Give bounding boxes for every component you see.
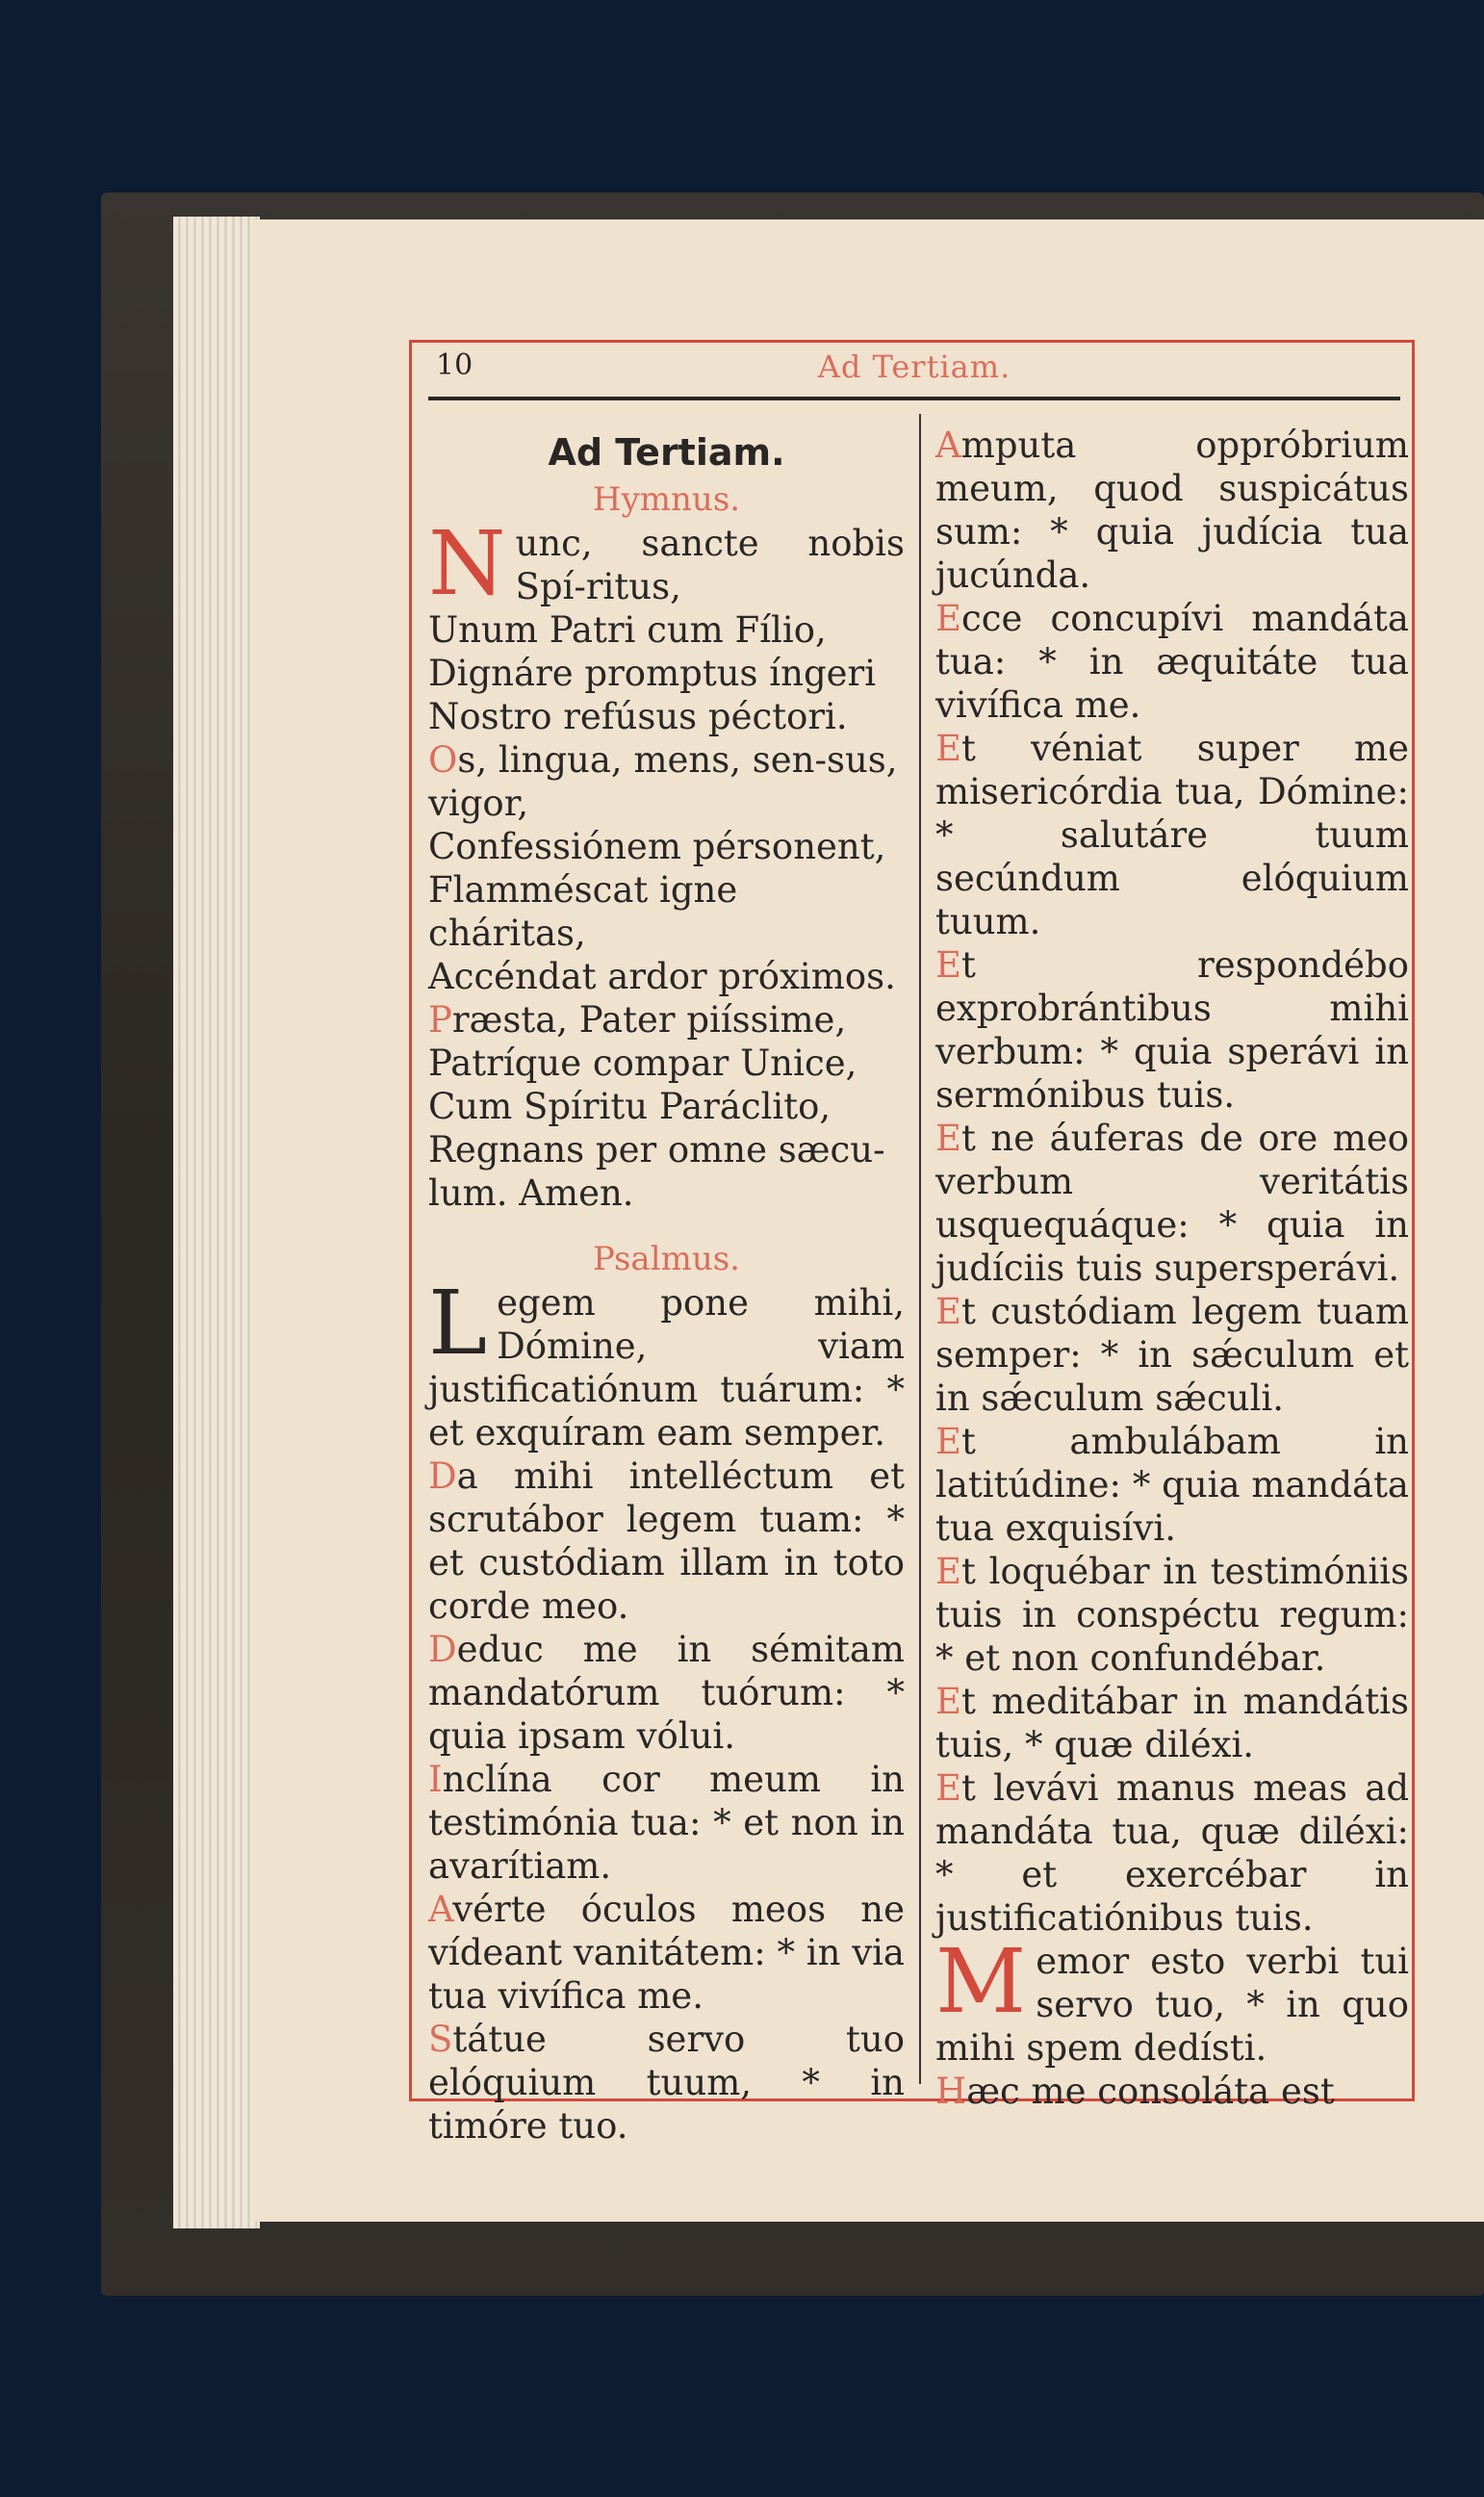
hymn-line: Flamméscat igne cháritas, <box>428 869 738 954</box>
initial: E <box>935 1767 962 1809</box>
initial: P <box>428 999 452 1041</box>
verse-text: nclína cor meum in testimónia tua: * et non in avarítiam. <box>428 1759 905 1887</box>
drop-cap: M <box>935 1930 1027 2033</box>
psalm-verse <box>428 1272 905 1454</box>
psalm-verse <box>935 943 1409 1117</box>
initial: D <box>428 1629 457 1670</box>
verse-text: cce concupívi mandáta tua: * in æquitáte tua vivífica me. <box>935 598 1409 726</box>
initial: S <box>428 2019 453 2060</box>
psalm-verse <box>935 727 1409 943</box>
initial: E <box>935 1551 962 1592</box>
hymn-stanza-1 <box>428 512 905 615</box>
verse-text: emor esto verbi tui servo tuo, * in quo mihi spem dedísti. <box>935 1941 1409 2069</box>
verse-text: tátue servo tuo elóquium tuum, * in timóre tuo. <box>428 2019 905 2147</box>
hymn-line: Dignáre promptus íngeri <box>428 653 877 694</box>
hymn-first-line: unc, sancte nobis Spí-ritus, <box>515 523 905 607</box>
psalm-verse <box>428 1888 905 2018</box>
psalm-verse <box>935 1117 1409 1290</box>
hymn-line: Confessiónem pérsonent, <box>428 826 886 867</box>
verse-text: vérte óculos meos ne vídeant vanitátem: * in via tua vivífica me. <box>428 1889 905 2017</box>
office-title: Ad Tertiam. <box>548 431 785 474</box>
psalm-verse <box>935 1766 1409 1940</box>
verse-text: a mihi intelléctum et scrutábor legem tuam: * et custódiam illam in toto corde meo. <box>428 1455 905 1627</box>
verse-text: egem pone mihi, Dómine, viam justificatiónum tuárum: * et exquíram eam semper. <box>428 1282 905 1454</box>
psalm-verse <box>428 1454 905 1628</box>
psalm-verse <box>428 2018 905 2148</box>
hymn-line: Patríque compar Unice, <box>428 1043 857 1084</box>
psalm-verse <box>428 1628 905 1758</box>
drop-cap: N <box>428 512 506 615</box>
initial: E <box>935 944 962 986</box>
left-column <box>428 424 905 2148</box>
verse-text: t levávi manus meas ad mandáta tua, quæ diléxi: * et exercébar in justificatiónibus tuis. <box>935 1767 1409 1939</box>
psalm-verse <box>935 1420 1409 1550</box>
hymn-stanza-2 <box>428 738 905 825</box>
psalm-heading: Psalmus. <box>593 1240 740 1278</box>
verse-text: t custódiam legem tuam semper: * in sǽculum et in sǽculum sǽculi. <box>935 1291 1409 1419</box>
verse-text: t respondébo exprobrántibus mihi verbum: * quia sperávi in sermónibus tuis. <box>935 944 1409 1116</box>
hymn-line: Cum Spíritu Paráclito, <box>428 1086 832 1127</box>
verse-text: educ me in sémitam mandatórum tuórum: * quia ipsam vólui. <box>428 1629 905 1757</box>
psalm-verse <box>935 1930 1409 2070</box>
hymn-line: Nostro refúsus péctori. <box>428 696 848 737</box>
initial: A <box>428 1889 453 1930</box>
psalm-verse <box>935 597 1409 727</box>
page-number: 10 <box>436 348 473 382</box>
page-edges <box>173 217 260 2228</box>
verse-text: t loquébar in testimóniis tuis in conspéctu regum: * et non confundébar. <box>935 1551 1409 1679</box>
initial: E <box>935 1291 962 1332</box>
psalm-verse <box>935 1550 1409 1680</box>
verse-text: æc me consoláta est <box>966 2071 1335 2112</box>
verse-text: t ambulábam in latitúdine: * quia mandáta tua exquisívi. <box>935 1421 1409 1549</box>
stanza-text: s, lingua, mens, sen-sus, vigor, <box>428 739 898 824</box>
hymn-line: Unum Patri cum Fílio, <box>428 609 827 651</box>
header-rule <box>428 397 1400 400</box>
initial: E <box>935 1421 962 1462</box>
column-divider <box>919 414 921 2084</box>
initial: E <box>935 1118 962 1159</box>
psalm-verse <box>935 424 1409 597</box>
page-header <box>428 348 1400 387</box>
hymn-line: Accéndat ardor próximos. <box>428 956 896 997</box>
initial: H <box>935 2071 967 2112</box>
initial: I <box>428 1759 443 1800</box>
initial: E <box>935 598 962 639</box>
psalm-verse <box>428 1758 905 1888</box>
initial: A <box>935 425 961 466</box>
hymn-line: Regnans per omne sæcu-lum. Amen. <box>428 1129 885 1214</box>
running-head: Ad Tertiam. <box>817 348 1011 385</box>
verse-text: mputa oppróbrium meum, quod suspicátus sum: * quia judícia tua jucúnda. <box>935 425 1409 596</box>
hymn-heading: Hymnus. <box>592 480 741 519</box>
verse-text: t véniat super me misericórdia tua, Dómine: * salutáre tuum secúndum elóquium tuum. <box>935 728 1409 942</box>
psalm-verse <box>935 2070 1409 2113</box>
psalm-verse <box>935 1680 1409 1766</box>
drop-cap: L <box>428 1272 488 1375</box>
right-column <box>935 424 1409 2113</box>
stanza-text: ræsta, Pater piíssime, <box>451 999 847 1041</box>
hymn-stanza-3 <box>428 998 905 1042</box>
initial: O <box>428 739 458 781</box>
verse-text: t ne áuferas de ore meo verbum veritátis usquequáque: * quia in judíciis tuis supersperávi. <box>935 1118 1409 1289</box>
psalm-verse <box>935 1290 1409 1420</box>
initial: E <box>935 1681 962 1722</box>
initial: E <box>935 728 962 769</box>
verse-text: t meditábar in mandátis tuis, * quæ diléxi. <box>935 1681 1409 1765</box>
initial: D <box>428 1455 457 1497</box>
